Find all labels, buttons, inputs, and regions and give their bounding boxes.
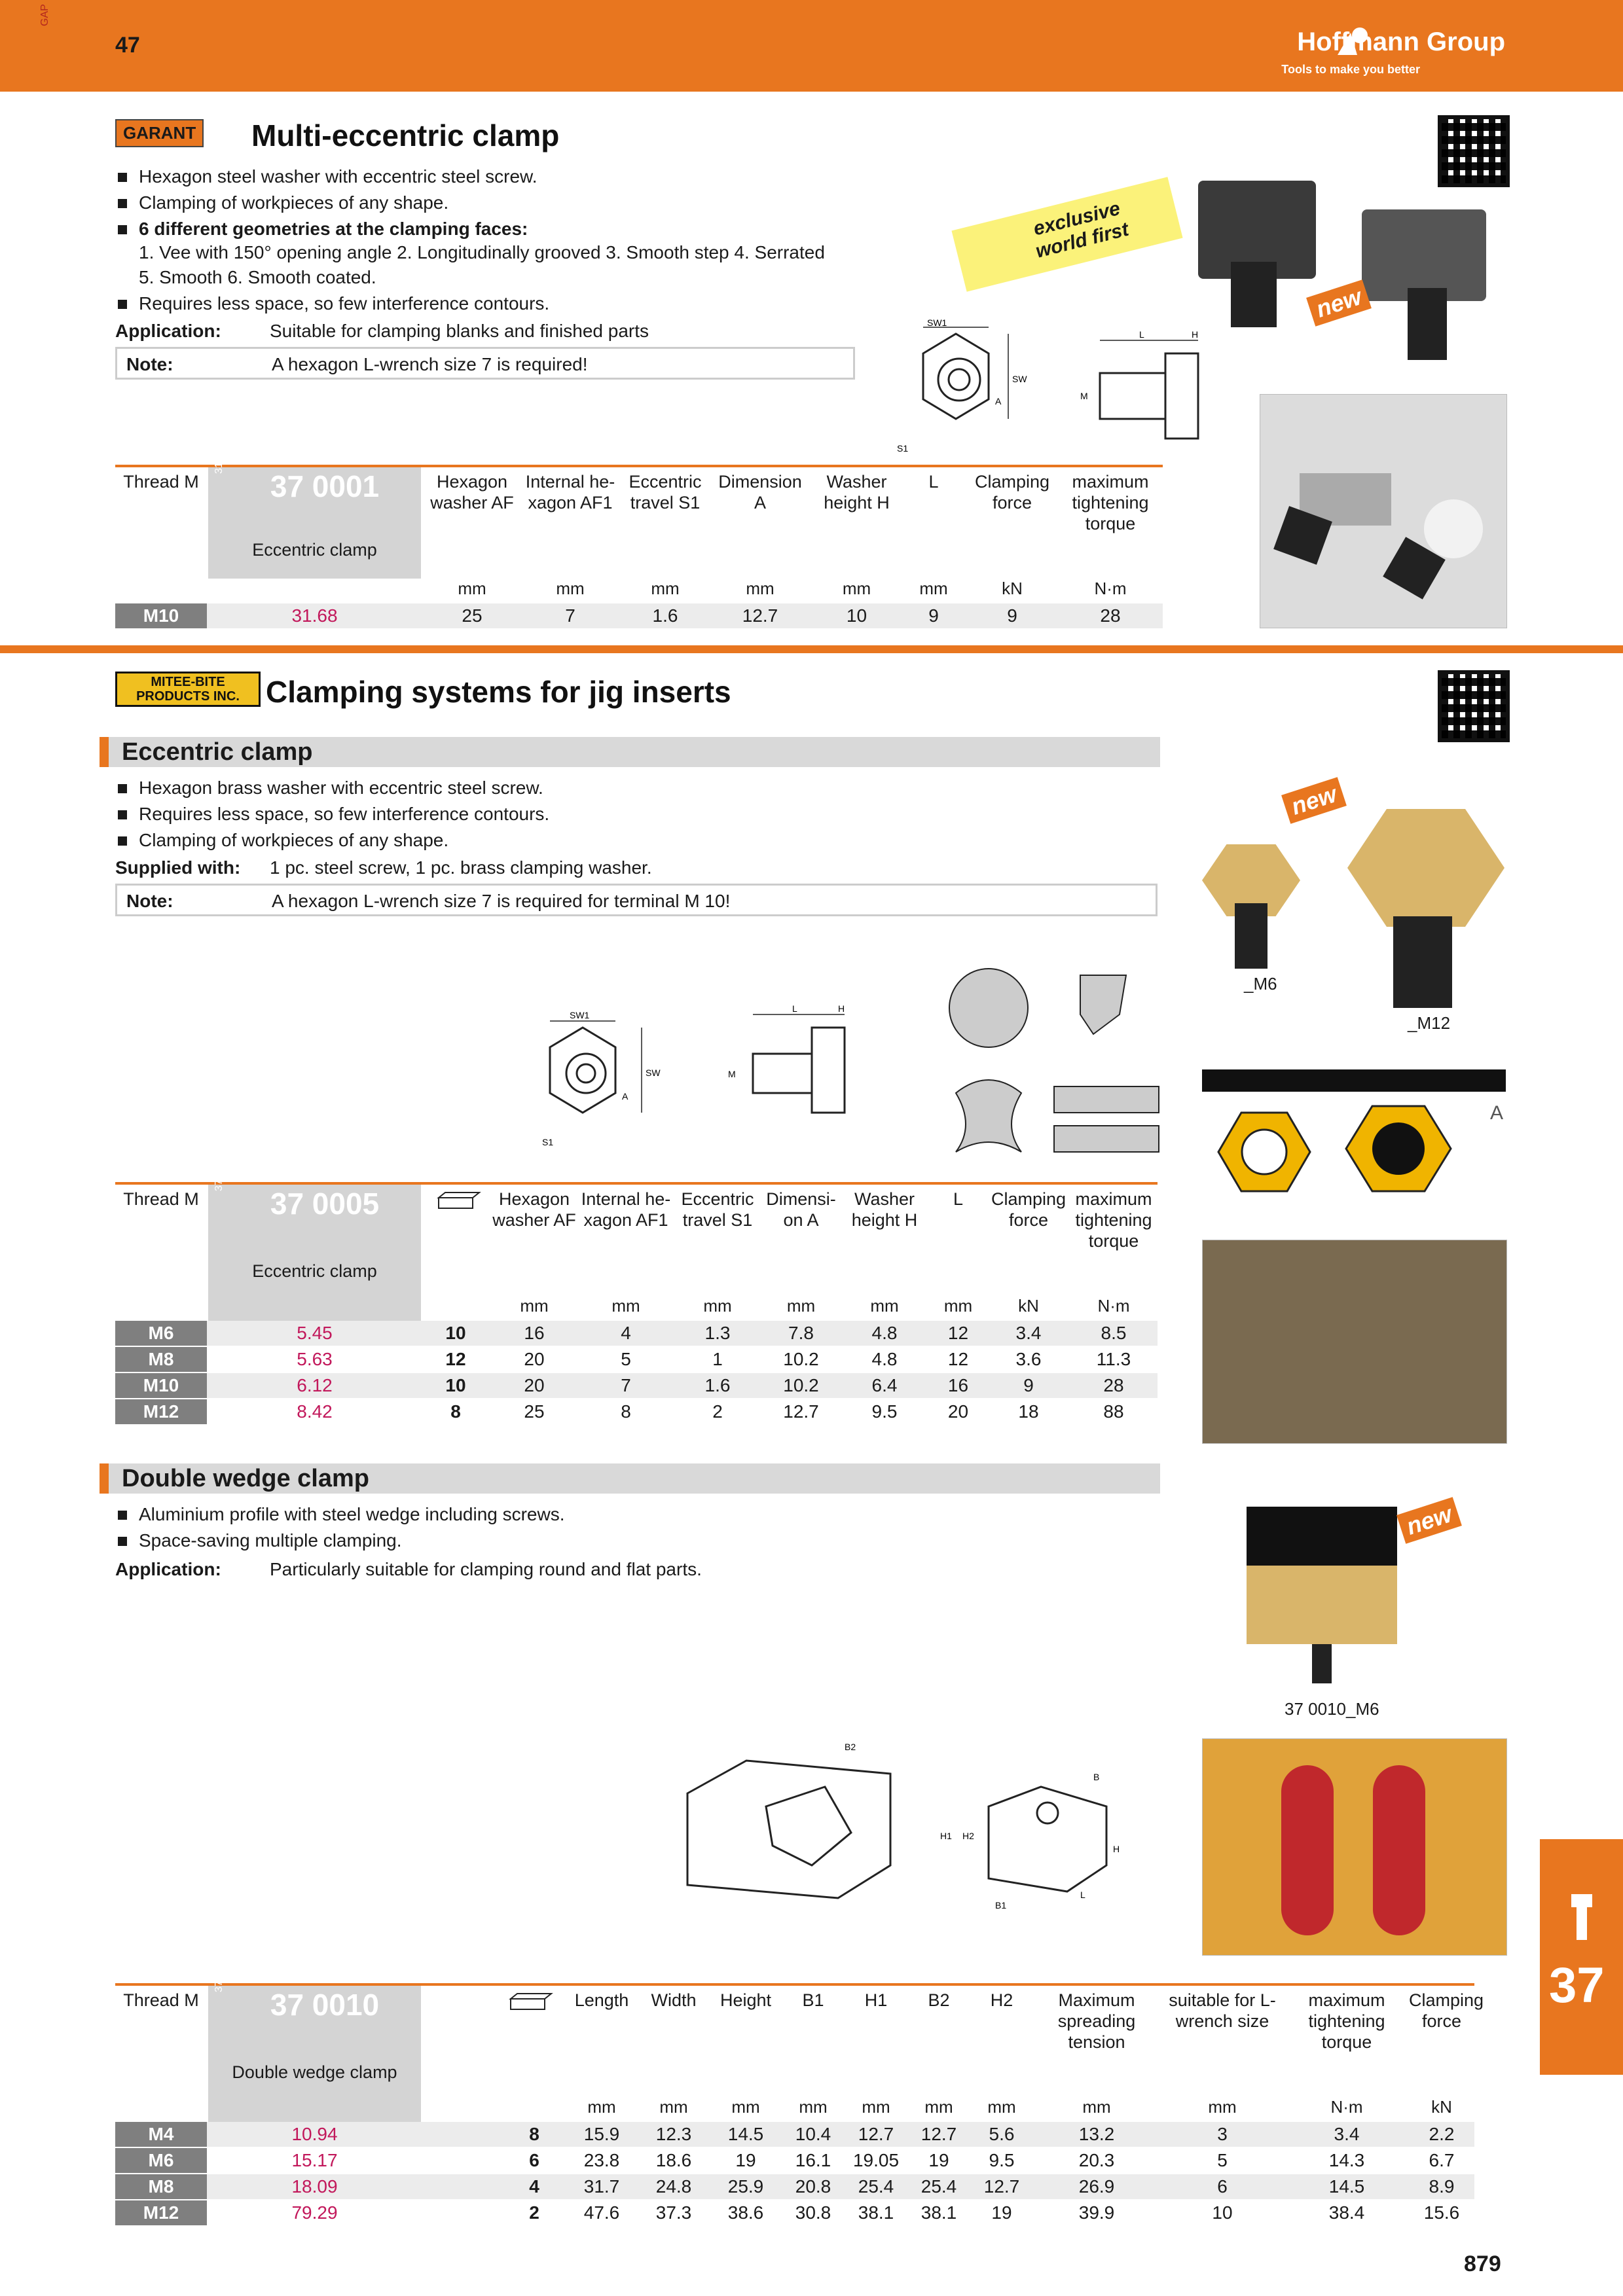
caption-m12: _M12 bbox=[1408, 1013, 1451, 1033]
cell: 19.05 bbox=[852, 2150, 900, 2170]
cell: 11.3 bbox=[1096, 1349, 1131, 1369]
unit: mm bbox=[786, 1296, 816, 1316]
cell: 12.3 bbox=[655, 2124, 692, 2144]
unit: N·m bbox=[1094, 579, 1127, 598]
package-icon bbox=[436, 1191, 482, 1211]
new-badge-2: new bbox=[1281, 777, 1347, 824]
unit: mm bbox=[458, 579, 486, 598]
cell: 10.2 bbox=[783, 1349, 819, 1369]
cell: 6 bbox=[1217, 2176, 1228, 2197]
cell: M4 bbox=[115, 2122, 207, 2147]
unit: mm bbox=[703, 1296, 732, 1316]
package-icon bbox=[508, 1992, 554, 2012]
unit: mm bbox=[556, 579, 585, 598]
cell: 47.6 bbox=[583, 2202, 620, 2223]
dim-label: M bbox=[1080, 391, 1088, 401]
cell: 7 bbox=[621, 1375, 631, 1395]
unit: mm bbox=[862, 2097, 890, 2117]
banner-text: exclusive world first bbox=[1031, 197, 1131, 262]
section-divider bbox=[0, 645, 1623, 653]
brand-tagline: Tools to make you better bbox=[1281, 63, 1420, 76]
unit: mm bbox=[1082, 2097, 1111, 2117]
mitee-bite-logo: MITEE-BITE PRODUCTS INC. bbox=[115, 672, 261, 707]
dim-label: L bbox=[1080, 1890, 1085, 1900]
cell: 10 bbox=[445, 1323, 466, 1343]
side-drawing-1 bbox=[1074, 327, 1237, 452]
article-number: 37 0001 bbox=[270, 469, 380, 503]
screw-m12 bbox=[1393, 916, 1452, 1008]
list-item: Space-saving multiple clamping. bbox=[115, 1528, 1032, 1554]
dim-label: SW1 bbox=[570, 1010, 590, 1020]
list-item: Requires less space, so few interference contours. bbox=[115, 801, 1032, 827]
cell: 3 bbox=[1217, 2124, 1228, 2144]
cell: 10 bbox=[445, 1375, 466, 1395]
table-370005 bbox=[115, 1170, 1158, 1427]
dim-label: H2 bbox=[962, 1831, 974, 1841]
cell: 12.7 bbox=[921, 2124, 957, 2144]
chapter-tab[interactable] bbox=[1540, 1839, 1623, 2075]
dim-label: S1 bbox=[542, 1137, 554, 1147]
cell: 6.7 bbox=[1429, 2150, 1455, 2170]
cell: 25 bbox=[462, 605, 483, 626]
cell: 8 bbox=[529, 2124, 539, 2144]
cell: 1.6 bbox=[704, 1375, 731, 1395]
cell: 12.7 bbox=[742, 605, 778, 626]
table-row bbox=[115, 2122, 1474, 2147]
dim-label: B1 bbox=[995, 1900, 1007, 1910]
cell: 16.1 bbox=[795, 2150, 831, 2170]
cell: M12 bbox=[115, 1399, 207, 1424]
cell: 20.8 bbox=[795, 2176, 831, 2197]
cell: M10 bbox=[115, 1373, 207, 1398]
diagram-label: A bbox=[1490, 1102, 1504, 1124]
cell: 5.45 bbox=[297, 1323, 333, 1343]
dim-label: H bbox=[1113, 1844, 1120, 1854]
supplied-label: Supplied with: bbox=[115, 857, 241, 878]
article-description: Eccentric clamp bbox=[252, 540, 377, 560]
col-header: Hexagon washer AF bbox=[430, 472, 514, 512]
cell: 25.4 bbox=[858, 2176, 894, 2197]
cell: M8 bbox=[115, 1347, 207, 1372]
cell: 25.4 bbox=[921, 2176, 957, 2197]
unit: kN bbox=[1018, 1296, 1039, 1316]
exclusive-banner bbox=[951, 177, 1182, 291]
cell: 10 bbox=[1212, 2202, 1233, 2223]
product-photo-clamp-b bbox=[1362, 209, 1486, 301]
cell: 2.2 bbox=[1429, 2124, 1455, 2144]
note-label: Note: bbox=[126, 891, 173, 911]
col-header: Eccentric travel S1 bbox=[629, 472, 702, 512]
col-header: L bbox=[928, 472, 939, 492]
table-row bbox=[115, 1399, 1158, 1424]
note-box bbox=[115, 884, 1158, 916]
page-header bbox=[0, 0, 1623, 92]
geometries-text-1: 1. Vee with 150° opening angle 2. Longitudinally grooved 3. Smooth step 4. Serrated bbox=[139, 242, 825, 262]
cell: 38.1 bbox=[858, 2202, 894, 2223]
hexagon-drawing-2 bbox=[530, 1008, 694, 1158]
cell: 5 bbox=[1217, 2150, 1228, 2170]
cell: 39.9 bbox=[1078, 2202, 1115, 2223]
section1-title: Multi-eccentric clamp bbox=[251, 118, 560, 152]
cell: 2 bbox=[529, 2202, 539, 2223]
cell: 4 bbox=[621, 1323, 631, 1343]
cell: 25 bbox=[524, 1401, 545, 1422]
col-header: Washer height H bbox=[851, 1189, 918, 1230]
col-header-thread: Thread M bbox=[123, 472, 199, 492]
cell: 9 bbox=[928, 605, 939, 626]
col-header: L bbox=[953, 1189, 964, 1209]
diagram-bar bbox=[1202, 1069, 1506, 1092]
cell: M6 bbox=[115, 1321, 207, 1346]
eccentric-bullets bbox=[115, 775, 1032, 853]
cell: 7.8 bbox=[788, 1323, 814, 1343]
col-header-thread: Thread M bbox=[123, 1189, 199, 1209]
cell: 9 bbox=[1023, 1375, 1034, 1395]
note-box bbox=[115, 347, 855, 380]
cell: 16 bbox=[524, 1323, 545, 1343]
cell: 4.8 bbox=[871, 1349, 898, 1369]
article-description: Double wedge clamp bbox=[232, 2062, 397, 2082]
wedge-heading: Double wedge clamp bbox=[100, 1463, 1160, 1494]
dim-label: H1 bbox=[940, 1831, 952, 1841]
cell: 3.4 bbox=[1015, 1323, 1042, 1343]
cell: 20.3 bbox=[1078, 2150, 1115, 2170]
table-row bbox=[115, 2200, 1474, 2225]
unit: mm bbox=[587, 2097, 616, 2117]
cell: 14.3 bbox=[1328, 2150, 1365, 2170]
table-370001 bbox=[115, 456, 1163, 632]
cell: 19 bbox=[928, 2150, 949, 2170]
list-item: Clamping of workpieces of any shape. bbox=[115, 190, 901, 216]
cell: 1 bbox=[712, 1349, 723, 1369]
cell: 10.94 bbox=[291, 2124, 338, 2144]
unit: mm bbox=[611, 1296, 640, 1316]
cell: 5.63 bbox=[297, 1349, 333, 1369]
note-text: A hexagon L-wrench size 7 is required! bbox=[272, 354, 588, 374]
cell: 18 bbox=[1018, 1401, 1039, 1422]
col-header: maximum tightening torque bbox=[1072, 472, 1149, 533]
cell: 1.3 bbox=[704, 1323, 731, 1343]
cell: 8.42 bbox=[297, 1401, 333, 1422]
geometries-text-2: 5. Smooth 6. Smooth coated. bbox=[139, 267, 376, 287]
list-item: Clamping of workpieces of any shape. bbox=[115, 827, 1032, 853]
col-header: maximum tightening torque bbox=[1308, 1990, 1385, 2052]
cell: 88 bbox=[1103, 1401, 1124, 1422]
cell: 12 bbox=[947, 1323, 969, 1343]
col-header: Clamping force bbox=[974, 472, 1050, 512]
application-photo-2 bbox=[1202, 1240, 1507, 1444]
cell: 1.6 bbox=[652, 605, 678, 626]
cell: 19 bbox=[991, 2202, 1012, 2223]
cell: 12.7 bbox=[858, 2124, 894, 2144]
unit: mm bbox=[799, 2097, 828, 2117]
col-header: maximum tightening torque bbox=[1075, 1189, 1152, 1251]
cell: 38.1 bbox=[921, 2202, 957, 2223]
list-item: Aluminium profile with steel wedge including screws. bbox=[115, 1501, 1032, 1528]
col-header: Washer height H bbox=[824, 472, 890, 512]
col-header: B2 bbox=[928, 1990, 950, 2010]
col-header: Hexagon washer AF bbox=[492, 1189, 576, 1230]
cell: 14.5 bbox=[727, 2124, 764, 2144]
cell: 8 bbox=[621, 1401, 631, 1422]
col-header: Dimensi-on A bbox=[766, 1189, 836, 1230]
wedge-photo-top bbox=[1247, 1507, 1397, 1566]
cell: 10.4 bbox=[795, 2124, 831, 2144]
cell: 79.29 bbox=[291, 2202, 338, 2223]
col-header: Clamping force bbox=[991, 1189, 1067, 1230]
cell: 5.6 bbox=[989, 2124, 1015, 2144]
note-text: A hexagon L-wrench size 7 is required for terminal M 10! bbox=[272, 891, 731, 911]
eccentric-heading: Eccentric clamp bbox=[100, 737, 1160, 767]
cell: 3.4 bbox=[1334, 2124, 1360, 2144]
col-header: Width bbox=[651, 1990, 697, 2010]
cell: 38.4 bbox=[1328, 2202, 1365, 2223]
col-header: suitable for L-wrench size bbox=[1169, 1990, 1276, 2031]
cell: 12.7 bbox=[983, 2176, 1020, 2197]
cell: 28 bbox=[1103, 1375, 1124, 1395]
cell: 37.3 bbox=[655, 2202, 692, 2223]
unit: mm bbox=[1208, 2097, 1237, 2117]
cell: 12 bbox=[947, 1349, 969, 1369]
list-item: Requires less space, so few interference contours. bbox=[115, 291, 901, 317]
cell: 9.5 bbox=[871, 1401, 898, 1422]
cell: 6 bbox=[529, 2150, 539, 2170]
wedge-photo-body bbox=[1247, 1566, 1397, 1644]
dim-label: H bbox=[1192, 329, 1199, 340]
unit: mm bbox=[842, 579, 871, 598]
cell: 3.6 bbox=[1015, 1349, 1042, 1369]
clamp-icon bbox=[1569, 1892, 1595, 1944]
unit: N·m bbox=[1097, 1296, 1130, 1316]
cell: 25.9 bbox=[727, 2176, 764, 2197]
section2-title: Clamping systems for jig inserts bbox=[266, 675, 731, 709]
article-number: 37 0005 bbox=[270, 1187, 380, 1221]
cell: 8.9 bbox=[1429, 2176, 1455, 2197]
table-row bbox=[115, 1373, 1158, 1398]
wedge-bullets bbox=[115, 1501, 1032, 1554]
cell: 9 bbox=[1007, 605, 1017, 626]
col-header: Clamping force bbox=[1409, 1990, 1484, 2031]
new-badge-1: new bbox=[1306, 279, 1372, 327]
table-row bbox=[115, 2174, 1474, 2199]
cell: 30.8 bbox=[795, 2202, 831, 2223]
cell: 38.6 bbox=[727, 2202, 764, 2223]
table-row bbox=[115, 1347, 1158, 1372]
product-photo-screw-a bbox=[1231, 262, 1277, 327]
cell: 10 bbox=[846, 605, 867, 626]
cell: 13.2 bbox=[1078, 2124, 1115, 2144]
cell: 6.4 bbox=[871, 1375, 898, 1395]
table-370010 bbox=[115, 1971, 1484, 2228]
cell: 4.8 bbox=[871, 1323, 898, 1343]
wedge-dim-drawing bbox=[936, 1767, 1139, 1918]
cell: M8 bbox=[115, 2174, 207, 2199]
cell: 20 bbox=[524, 1349, 545, 1369]
caption-m6: _M6 bbox=[1244, 974, 1277, 994]
unit: mm bbox=[520, 1296, 549, 1316]
unit: mm bbox=[943, 1296, 973, 1316]
cell: 8.5 bbox=[1101, 1323, 1127, 1343]
col-header: Height bbox=[720, 1990, 772, 2010]
cell: 8 bbox=[450, 1401, 461, 1422]
list-item: Hexagon brass washer with eccentric steel screw. bbox=[115, 775, 1032, 801]
group-code: 37M bbox=[213, 1170, 225, 1191]
article-description: Eccentric clamp bbox=[252, 1261, 377, 1281]
group-code: 37M bbox=[213, 1971, 225, 1992]
application-photo-3 bbox=[1202, 1738, 1507, 1956]
unit: mm bbox=[651, 579, 680, 598]
application-photo-1 bbox=[1260, 394, 1507, 628]
cell: 23.8 bbox=[583, 2150, 620, 2170]
dim-label: S1 bbox=[897, 443, 909, 454]
cell: 15.9 bbox=[583, 2124, 620, 2144]
qr-code-1[interactable] bbox=[1438, 115, 1510, 187]
note-label: Note: bbox=[126, 354, 173, 374]
col-header-thread: Thread M bbox=[123, 1990, 199, 2010]
col-header: Length bbox=[574, 1990, 629, 2010]
dim-label: L bbox=[792, 1003, 797, 1014]
unit: mm bbox=[870, 1296, 899, 1316]
article-number: 37 0010 bbox=[270, 1988, 380, 2022]
list-item: 6 different geometries at the clamping faces: bbox=[115, 216, 901, 242]
cell: 31.7 bbox=[583, 2176, 620, 2197]
table-row bbox=[115, 1321, 1158, 1346]
unit: N·m bbox=[1330, 2097, 1363, 2117]
dim-label: SW bbox=[1012, 374, 1027, 384]
hexagon-drawing-1 bbox=[884, 314, 1041, 465]
col-header: B1 bbox=[802, 1990, 824, 2010]
col-header: Eccentric travel S1 bbox=[681, 1189, 754, 1230]
eccentric-diagram bbox=[1202, 1093, 1506, 1198]
dim-label: L bbox=[1139, 329, 1144, 340]
dim-label: H bbox=[838, 1003, 845, 1014]
product-photo-screw-b bbox=[1408, 288, 1447, 360]
cell: 16 bbox=[947, 1375, 969, 1395]
cell: 12.7 bbox=[783, 1401, 819, 1422]
section1-bullets bbox=[115, 164, 901, 242]
application-text: Suitable for clamping blanks and finished parts bbox=[270, 321, 649, 341]
cell: 18.6 bbox=[655, 2150, 692, 2170]
wedge-application-text: Particularly suitable for clamping round and flat parts. bbox=[270, 1559, 702, 1579]
cell: 18.09 bbox=[291, 2176, 338, 2197]
unit: mm bbox=[731, 2097, 760, 2117]
section1-bullets-2 bbox=[115, 291, 901, 317]
unit: kN bbox=[1002, 579, 1023, 598]
header-page-number: 47 bbox=[115, 33, 140, 58]
cell: M10 bbox=[115, 603, 207, 628]
cell: M6 bbox=[115, 2148, 207, 2173]
qr-code-2[interactable] bbox=[1438, 670, 1510, 742]
cell: 10.2 bbox=[783, 1375, 819, 1395]
col-header: Dimension A bbox=[718, 472, 802, 512]
cell: 20 bbox=[947, 1401, 969, 1422]
cell: 15.6 bbox=[1423, 2202, 1460, 2223]
wedge-photo-screw bbox=[1312, 1644, 1332, 1683]
col-header: Internal he-xagon AF1 bbox=[581, 1189, 671, 1230]
cell: 24.8 bbox=[655, 2176, 692, 2197]
unit: mm bbox=[919, 579, 948, 598]
unit: mm bbox=[746, 579, 775, 598]
cell: 26.9 bbox=[1078, 2176, 1115, 2197]
wedge-application-label: Application: bbox=[115, 1559, 221, 1579]
dim-label: SW1 bbox=[927, 317, 947, 328]
wedge-iso-drawing bbox=[681, 1734, 903, 1905]
cell: 14.5 bbox=[1328, 2176, 1365, 2197]
list-item: Hexagon steel washer with eccentric steel screw. bbox=[115, 164, 901, 190]
dim-label: B2 bbox=[845, 1742, 856, 1752]
dim-label: M bbox=[728, 1069, 736, 1079]
screw-m6 bbox=[1235, 903, 1267, 969]
col-header: H1 bbox=[864, 1990, 888, 2010]
group-code: 310 bbox=[213, 456, 225, 474]
cell: 20 bbox=[524, 1375, 545, 1395]
cell: 9.5 bbox=[989, 2150, 1015, 2170]
garant-logo: GARANT bbox=[115, 119, 204, 147]
cell: 19 bbox=[735, 2150, 756, 2170]
workpiece-shapes-drawing bbox=[930, 962, 1178, 1172]
new-badge-3: new bbox=[1396, 1497, 1462, 1544]
unit: mm bbox=[987, 2097, 1016, 2117]
chapter-number: 37 bbox=[1549, 1958, 1605, 2013]
unit: kN bbox=[1431, 2097, 1452, 2117]
cell: 15.17 bbox=[291, 2150, 338, 2170]
cell: M12 bbox=[115, 2200, 207, 2225]
unit: mm bbox=[924, 2097, 953, 2117]
col-header: Internal he-xagon AF1 bbox=[525, 472, 615, 512]
side-drawing-2 bbox=[720, 1001, 877, 1126]
col-header: H2 bbox=[990, 1990, 1013, 2010]
supplied-text: 1 pc. steel screw, 1 pc. brass clamping washer. bbox=[270, 857, 652, 878]
cell: 28 bbox=[1100, 605, 1121, 626]
cell: 31.68 bbox=[291, 605, 338, 626]
side-label: GAP bbox=[39, 4, 50, 26]
brand-name: Hoffmann Group bbox=[1297, 27, 1505, 56]
cell: 4 bbox=[529, 2176, 539, 2197]
cell: 7 bbox=[565, 605, 575, 626]
brass-washer-m12 bbox=[1347, 809, 1504, 927]
col-header: Maximum spreading tension bbox=[1057, 1990, 1136, 2052]
dim-label: A bbox=[995, 396, 1002, 406]
footer-page-number: 879 bbox=[1464, 2251, 1501, 2276]
cell: 5 bbox=[621, 1349, 631, 1369]
cell: 2 bbox=[712, 1401, 723, 1422]
wedge-caption: 37 0010_M6 bbox=[1285, 1699, 1379, 1719]
cell: 6.12 bbox=[297, 1375, 333, 1395]
application-label: Application: bbox=[115, 321, 221, 341]
dim-label: B bbox=[1093, 1772, 1100, 1782]
table-row bbox=[115, 2148, 1474, 2173]
unit: mm bbox=[659, 2097, 688, 2117]
dim-label: A bbox=[622, 1091, 629, 1102]
table-row bbox=[115, 603, 1163, 628]
dim-label: SW bbox=[646, 1067, 661, 1078]
cell: 12 bbox=[445, 1349, 466, 1369]
